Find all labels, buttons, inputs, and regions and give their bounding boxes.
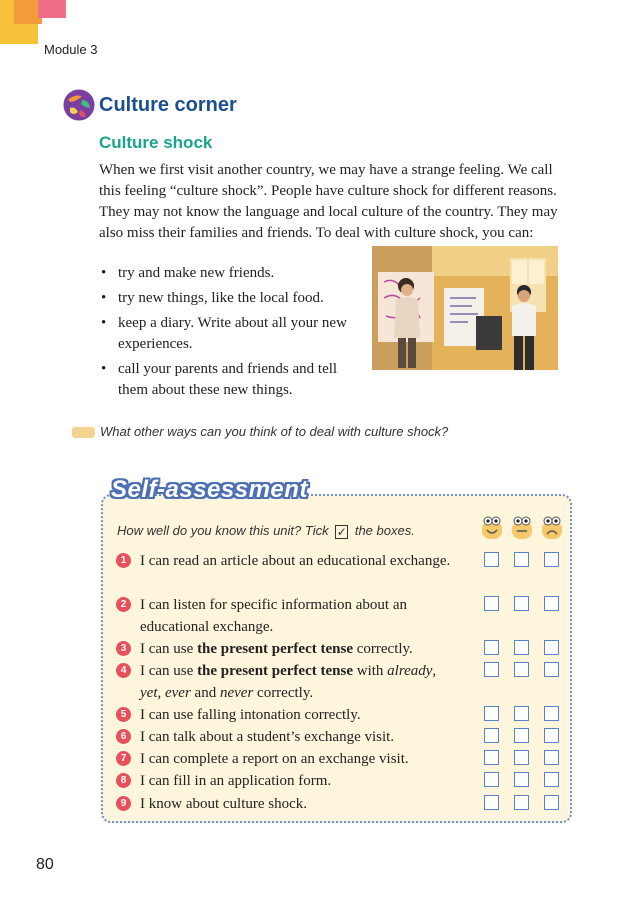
checkbox-sad[interactable] xyxy=(544,795,559,810)
culture-globe-icon xyxy=(62,88,96,122)
module-label: Module 3 xyxy=(44,42,98,57)
item-text: I can use falling intonation correctly. xyxy=(140,707,361,723)
checkbox-sad[interactable] xyxy=(544,552,559,567)
bullet-item: • keep a diary. Write about all your new experiences. xyxy=(101,315,347,352)
checkbox-sad[interactable] xyxy=(544,596,559,611)
checkbox-happy[interactable] xyxy=(484,552,499,567)
rating-faces xyxy=(480,515,564,541)
checkbox-happy[interactable] xyxy=(484,795,499,810)
item-text: I know about culture shock. xyxy=(140,796,308,812)
checkbox-sad[interactable] xyxy=(544,662,559,677)
rating-checkboxes xyxy=(484,795,564,813)
self-assessment-title: Self-assessment xyxy=(111,476,308,503)
checkbox-neutral[interactable] xyxy=(514,750,529,765)
item-number-badge: 6 xyxy=(116,729,131,744)
item-text: I can talk about a student’s exchange visit. xyxy=(140,729,395,745)
subtitle: Culture shock xyxy=(99,133,213,152)
item-number-badge: 9 xyxy=(116,796,131,811)
item-number-badge: 2 xyxy=(116,597,131,612)
sad-face-icon xyxy=(540,515,564,541)
checkbox-neutral[interactable] xyxy=(514,552,529,567)
corner-decoration xyxy=(0,0,70,48)
item-number-badge: 5 xyxy=(116,707,131,722)
bullet-item: • try and make new friends. xyxy=(101,265,275,281)
intro-paragraph: When we first visit another country, we may have a strange feeling. We call this feeling “culture shock”. People have culture shock for different reasons. They may not know the language and local culture of the country. They may also miss their families and friends. To deal with culture shock, you can: xyxy=(99,162,558,241)
item-number-badge: 7 xyxy=(116,751,131,766)
item-text: I can complete a report on an exchange visit. xyxy=(140,751,409,767)
self-assessment-instruction: How well do you know this unit? Tick ✓ the boxes. xyxy=(117,523,415,539)
checkbox-neutral[interactable] xyxy=(514,728,529,743)
bullet-item: • call your parents and friends and tell them about these new things. xyxy=(101,361,338,398)
item-text: I can use the present perfect tense with already, yet, ever and never correctly. xyxy=(140,663,437,701)
neutral-face-icon xyxy=(510,515,534,541)
item-text: I can listen for specific information about an educational exchange. xyxy=(140,597,407,635)
checkbox-neutral[interactable] xyxy=(514,772,529,787)
rating-checkboxes xyxy=(484,772,564,790)
question-marker-icon xyxy=(72,427,95,438)
bullet-item: • try new things, like the local food. xyxy=(101,290,324,306)
checkbox-neutral[interactable] xyxy=(514,706,529,721)
checkbox-happy[interactable] xyxy=(484,728,499,743)
checkbox-sad[interactable] xyxy=(544,750,559,765)
checkbox-happy[interactable] xyxy=(484,772,499,787)
rating-checkboxes xyxy=(484,706,564,724)
checkbox-neutral[interactable] xyxy=(514,596,529,611)
checkbox-happy[interactable] xyxy=(484,640,499,655)
happy-face-icon xyxy=(480,515,504,541)
item-text: I can read an article about an educational exchange. xyxy=(140,553,451,569)
rating-checkboxes xyxy=(484,662,564,680)
checkbox-happy[interactable] xyxy=(484,750,499,765)
item-number-badge: 4 xyxy=(116,663,131,678)
rating-checkboxes xyxy=(484,552,564,570)
bullet-list xyxy=(99,263,369,405)
rating-checkboxes xyxy=(484,640,564,658)
rating-checkboxes xyxy=(484,750,564,768)
checkbox-sad[interactable] xyxy=(544,728,559,743)
section-title: Culture corner xyxy=(99,94,237,116)
checkbox-sad[interactable] xyxy=(544,640,559,655)
checkbox-happy[interactable] xyxy=(484,662,499,677)
classroom-photo xyxy=(372,246,558,370)
checkbox-neutral[interactable] xyxy=(514,795,529,810)
checkbox-happy[interactable] xyxy=(484,596,499,611)
checkbox-happy[interactable] xyxy=(484,706,499,721)
rating-checkboxes xyxy=(484,596,564,614)
rating-checkboxes xyxy=(484,728,564,746)
item-text: I can use the present perfect tense correctly. xyxy=(140,641,413,657)
checkbox-sad[interactable] xyxy=(544,706,559,721)
discussion-question: What other ways can you think of to deal with culture shock? xyxy=(100,424,449,439)
item-number-badge: 8 xyxy=(116,773,131,788)
checkbox-sad[interactable] xyxy=(544,772,559,787)
checkbox-neutral[interactable] xyxy=(514,662,529,677)
item-number-badge: 3 xyxy=(116,641,131,656)
item-text: I can fill in an application form. xyxy=(140,773,332,789)
checkbox-neutral[interactable] xyxy=(514,640,529,655)
item-number-badge: 1 xyxy=(116,553,131,568)
page-number: 80 xyxy=(36,856,54,873)
tick-icon: ✓ xyxy=(336,524,347,539)
